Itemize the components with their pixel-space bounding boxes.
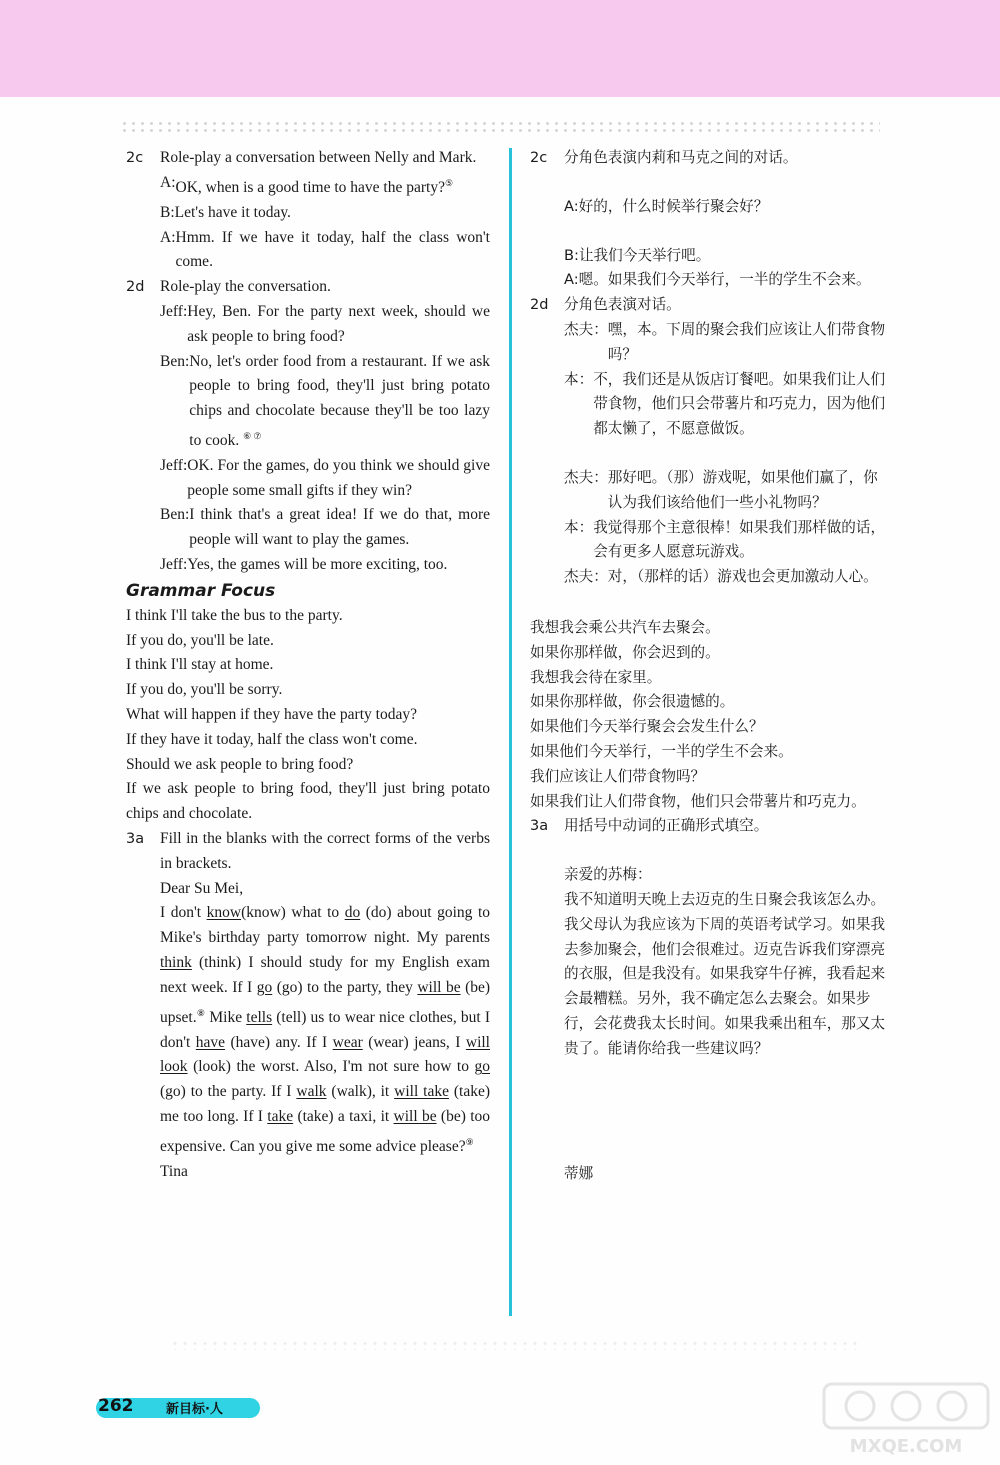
answer-blank: think <box>160 954 192 972</box>
answer-blank: will look <box>160 1033 490 1076</box>
answer-blank: tells <box>246 1008 273 1026</box>
grammar-line: I think I'll stay at home. <box>126 656 274 674</box>
grammar-line-cn: 我想我会乘公共汽车去聚会。 <box>530 618 720 636</box>
line-text: Yes, the games will be more exciting, too. <box>187 556 448 574</box>
grammar-line-cn: 如果你那样做，你会很遗憾的。 <box>530 693 735 711</box>
line-text: 好的，什么时候举行聚会好？ <box>578 197 769 215</box>
letter-greeting: 亲爱的苏梅： <box>564 866 652 884</box>
speaker: 本： <box>564 518 594 536</box>
answer-blank: know <box>206 904 242 922</box>
speaker: 杰夫： <box>564 320 608 338</box>
answer-blank: will be <box>393 1107 437 1125</box>
section-3a-cn <box>530 814 890 839</box>
letter-cn <box>530 863 890 1186</box>
speaker: 杰夫： <box>564 568 608 586</box>
bottom-dotted-strip <box>170 1340 860 1350</box>
speaker: A: <box>160 228 176 246</box>
letter-signature: Tina <box>160 1162 188 1180</box>
grammar-line: If you do, you'll be late. <box>126 631 274 649</box>
speaker: A: <box>564 271 579 289</box>
grammar-line-cn: 如果他们今天举行，一半的学生不会来。 <box>530 742 793 760</box>
dialogue-line <box>530 244 890 269</box>
section-number: 3a <box>530 818 549 835</box>
line-text: Hey, Ben. For the party next week, should we ask people to bring food? <box>187 302 490 345</box>
dialogue-line <box>126 553 490 578</box>
line-text: No, let's order food from a restaurant. If we ask people to bring food, they'll just bring potato chips and chocolate because they'll be too lazy to cook. <box>189 352 490 450</box>
line-text: 对，（那样的话）游戏也会更加激动人心。 <box>607 568 878 586</box>
section-title: Role-play the conversation. <box>160 278 331 296</box>
grammar-line-cn: 我们应该让人们带食物吗？ <box>530 767 706 785</box>
note-marker: ⑤ <box>444 177 454 188</box>
grammar-line-cn: 如果我们让人们带食物，他们只会带薯片和巧克力。 <box>530 792 866 810</box>
letter-body: I don't know(know) what to do (do) about going to Mike's birthday party tomorrow night. My parents think (think) I should study for my English exam next week. If I go (go) to the party, they will be (be) upset.⑧ Mike tells (tell) us to wear nice clothes, but I don't have (have) any. If I wear (wear) jeans, I will look (look) the worst. Also, I'm not sure how to go (go) to the party. If I walk (walk), it will take (take) me too long. If I take (take) a taxi, it will be (be) too expensive. Can you give me some advice please?⑨ <box>160 904 491 1155</box>
speaker: Ben: <box>160 352 190 370</box>
section-number: 2c <box>126 150 144 166</box>
grammar-line: What will happen if they have the party today? <box>126 706 417 724</box>
answer-blank: take <box>267 1107 294 1125</box>
letter <box>126 877 490 1185</box>
column-divider <box>509 148 512 1316</box>
grammar-line: I think I'll take the bus to the party. <box>126 606 343 624</box>
answer-blank: do <box>344 904 361 922</box>
letter-body: 我不知道明天晚上去迈克的生日聚会我该怎么办。我父母认为我应该为下周的英语考试学习。如果我去参加聚会，他们会很难过。迈克告诉我们穿漂亮的衣服，但是我没有。如果我穿牛仔裤，我看起来会最糟糕。另外，我不确定怎么去聚会。如果步行，会花费我太长时间。如果我乘出租车，那又太贵了。能请你给我一些建议吗？ <box>564 890 886 1057</box>
dialogue-line <box>126 226 490 276</box>
answer-blank: will be <box>417 978 461 996</box>
grammar-line-cn: 如果他们今天举行聚会会发生什么？ <box>530 718 764 736</box>
note-marker: ⑧ <box>196 1007 206 1018</box>
letter-signature: 蒂娜 <box>564 1164 594 1182</box>
note-marker: ⑨ <box>465 1136 474 1147</box>
header-band <box>0 0 1000 97</box>
dotted-divider <box>120 120 880 134</box>
speaker: Jeff: <box>160 302 188 320</box>
answer-blank: walk <box>296 1083 327 1101</box>
dialogue-line <box>126 503 490 553</box>
speaker: A: <box>564 197 579 215</box>
line-text: OK, when is a good time to have the party? <box>175 178 445 196</box>
section-title: 分角色表演对话。 <box>564 296 681 314</box>
line-text: OK. For the games, do you think we should give people some small gifts if they win? <box>187 456 490 499</box>
dialogue-line <box>530 368 890 442</box>
line-text: Let's have it today. <box>174 203 291 221</box>
line-text: 嘿，本。下周的聚会我们应该让人们带食物吗？ <box>607 320 886 363</box>
section-2c-cn <box>530 146 890 171</box>
section-title: Fill in the blanks with the correct forms of the verbs in brackets. <box>160 830 490 872</box>
page-number: 262 <box>98 1396 134 1416</box>
dialogue-line <box>126 201 490 226</box>
grammar-line: If they have it today, half the class won't come. <box>126 730 418 748</box>
speaker: Ben: <box>160 506 190 524</box>
answer-blank: have <box>195 1033 226 1051</box>
grammar-line: If we ask people to bring food, they'll just bring potato chips and chocolate. <box>126 780 490 823</box>
english-column <box>126 146 490 1185</box>
line-text: 让我们今天举行吧。 <box>578 246 711 264</box>
watermark-logo-icon <box>820 1380 992 1460</box>
dialogue-line <box>126 454 490 504</box>
speaker: 本： <box>564 370 594 388</box>
dialogue-line <box>530 318 890 368</box>
section-title: 用括号中动词的正确形式填空。 <box>564 817 769 835</box>
line-text: 不，我们还是从饭店订餐吧。如果我们让人们带食物，他们只会带薯片和巧克力，因为他们都太懒了，不愿意做饭。 <box>593 370 886 438</box>
answer-blank: wear <box>332 1033 363 1051</box>
speaker: Jeff: <box>160 556 188 574</box>
section-number: 3a <box>126 831 145 848</box>
dialogue-line <box>530 268 890 293</box>
line-text: 我觉得那个主意很棒！如果我们那样做的话，会有更多人愿意玩游戏。 <box>593 518 886 561</box>
chinese-column <box>530 146 890 1186</box>
section-2c <box>126 146 490 171</box>
answer-blank: go <box>256 978 273 996</box>
section-number: 2c <box>530 150 548 166</box>
watermark-text: MXQE.COM <box>849 1436 963 1457</box>
answer-blank: go <box>474 1058 490 1076</box>
dialogue-line <box>530 565 890 590</box>
answer-blank: will take <box>394 1083 449 1101</box>
grammar-line: Should we ask people to bring food? <box>126 755 354 773</box>
dialogue-line <box>126 350 490 454</box>
speaker: B: <box>564 246 579 264</box>
section-3a <box>126 827 490 877</box>
line-text: I think that's a great idea! If we do that, more people will want to play the games. <box>189 506 490 549</box>
speaker: 杰夫： <box>564 468 608 486</box>
dialogue-line <box>530 516 890 566</box>
section-number: 2d <box>126 279 145 296</box>
speaker: A: <box>160 173 176 191</box>
book-name: 新目标·人 <box>166 1402 223 1417</box>
speaker: B: <box>160 203 175 221</box>
line-text: 嗯。如果我们今天举行，一半的学生不会来。 <box>578 271 871 289</box>
dialogue-line <box>530 195 890 220</box>
grammar-line: If you do, you'll be sorry. <box>126 681 283 699</box>
section-number: 2d <box>530 297 549 314</box>
grammar-line-cn: 我想我会待在家里。 <box>530 668 662 686</box>
speaker: Jeff: <box>160 456 188 474</box>
dialogue-line <box>126 300 490 350</box>
line-text: Hmm. If we have it today, half the class won't come. <box>175 228 490 271</box>
grammar-focus-heading: Grammar Focus <box>126 580 276 601</box>
dialogue-line <box>530 466 890 516</box>
note-marker: ⑥ ⑦ <box>243 430 262 441</box>
section-2d <box>126 275 490 300</box>
section-title: Role-play a conversation between Nelly and Mark. <box>160 149 477 166</box>
dialogue-line <box>126 171 490 201</box>
section-title: 分角色表演内莉和马克之间的对话。 <box>564 149 798 166</box>
line-text: 那好吧。（那）游戏呢，如果他们赢了，你认为我们该给他们一些小礼物吗？ <box>607 468 878 511</box>
section-2d-cn <box>530 293 890 318</box>
grammar-line-cn: 如果你那样做，你会迟到的。 <box>530 643 720 661</box>
letter-greeting: Dear Su Mei, <box>160 879 244 897</box>
